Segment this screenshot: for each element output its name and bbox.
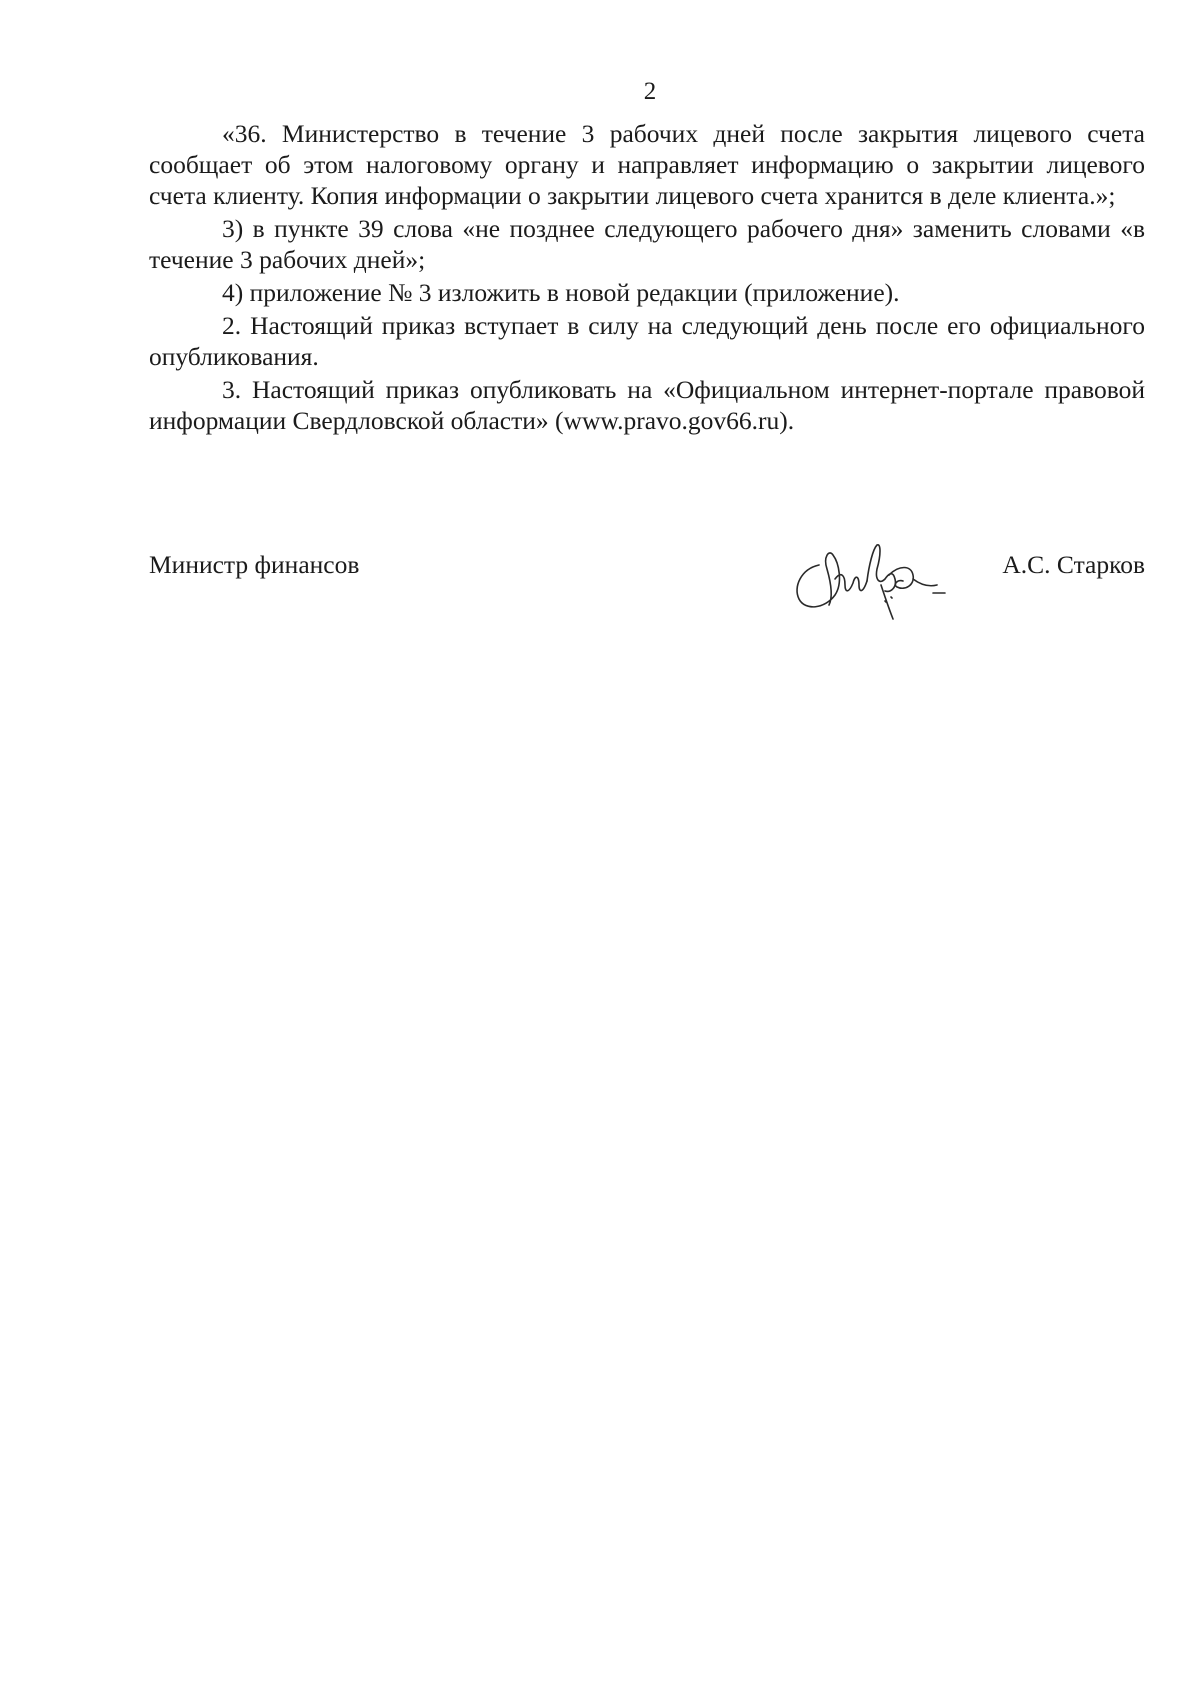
handwritten-signature <box>789 535 949 623</box>
signatory-title: Министр финансов <box>149 550 360 579</box>
document-body <box>149 118 1145 438</box>
paragraph-point-3: 3. Настоящий приказ опубликовать на «Официальном интернет-портале правовой информации Свердловской области» (www.pravo.gov66.ru). <box>149 375 1145 435</box>
paragraph-item-3: 3) в пункте 39 слова «не позднее следующего рабочего дня» заменить словами «в течение 3 рабочих дней»; <box>149 214 1145 274</box>
signatory-name: А.С. Старков <box>1002 550 1145 579</box>
paragraph-point-2: 2. Настоящий приказ вступает в силу на следующий день после его официального опубликования. <box>149 311 1145 371</box>
page-number: 2 <box>643 78 657 105</box>
paragraph-item-4: 4) приложение № 3 изложить в новой редакции (приложение). <box>222 278 900 307</box>
paragraph-clause-36: «36. Министерство в течение 3 рабочих дней после закрытия лицевого счета сообщает об этом налоговому органу и направляет информацию о закрытии лицевого счета клиенту. Копия информации о закрытии лицевого счета хранится в деле клиента.»; <box>149 119 1145 210</box>
signature-block <box>149 535 1145 625</box>
